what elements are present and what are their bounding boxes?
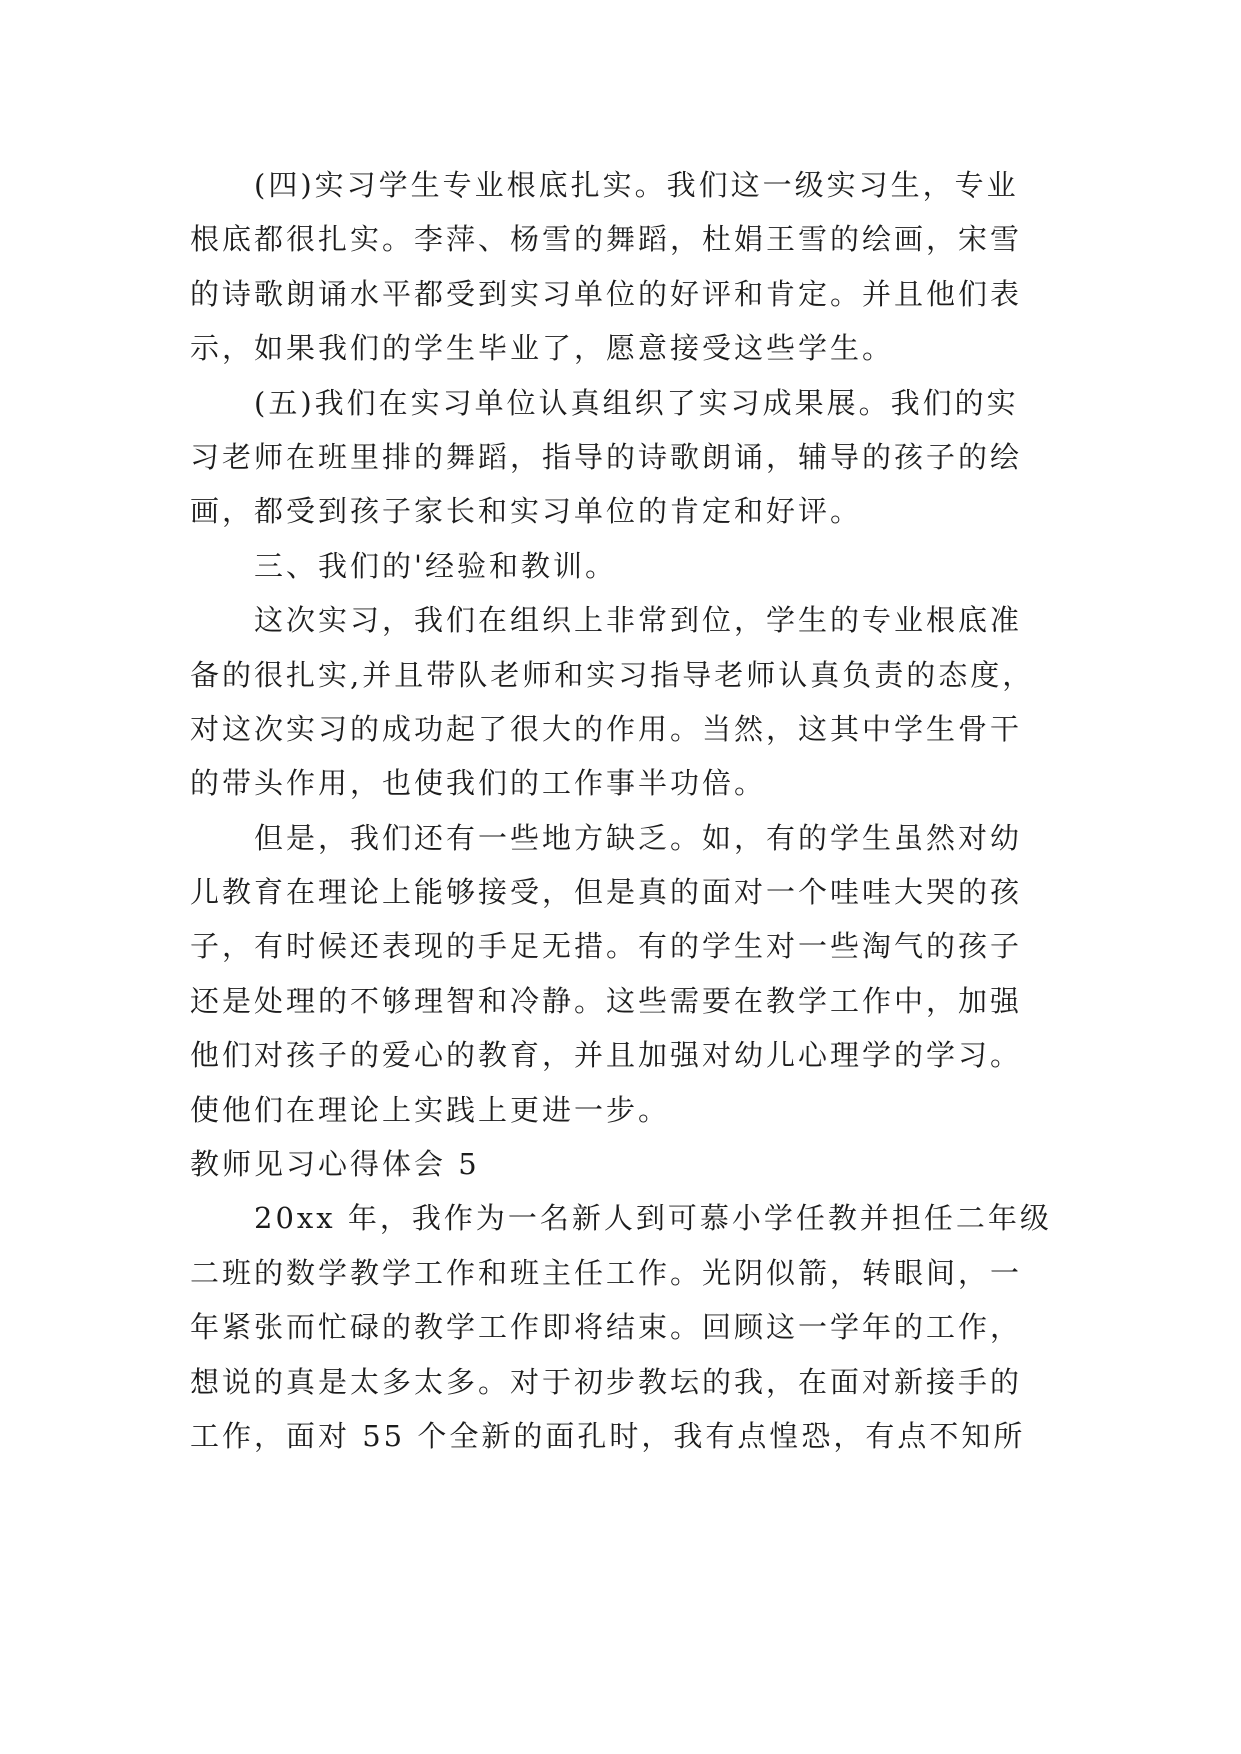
text-line: 20xx 年，我作为一名新人到可慕小学任教并担任二年级 <box>254 1201 1052 1236</box>
text-line: 他们对孩子的爱心的教育，并且加强对幼儿心理学的学习。 <box>190 1038 1023 1073</box>
section-heading: 三、我们的'经验和教训。 <box>254 548 617 583</box>
text-line: 工作，面对 55 个全新的面孔时，我有点惶恐，有点不知所 <box>190 1418 1026 1453</box>
text-line: 根底都很扎实。李萍、杨雪的舞蹈，杜娟王雪的绘画，宋雪 <box>190 222 1023 257</box>
text-line: 对这次实习的成功起了很大的作用。当然，这其中学生骨干 <box>190 711 1023 746</box>
text-line: 习老师在班里排的舞蹈，指导的诗歌朗诵，辅导的孩子的绘 <box>190 439 1023 474</box>
text-line: 的诗歌朗诵水平都受到实习单位的好评和肯定。并且他们表 <box>190 276 1023 311</box>
text-line: 但是，我们还有一些地方缺乏。如，有的学生虽然对幼 <box>254 820 1023 855</box>
text-line: 儿教育在理论上能够接受，但是真的面对一个哇哇大哭的孩 <box>190 875 1023 910</box>
text-line: 子，有时候还表现的手足无措。有的学生对一些淘气的孩子 <box>190 929 1023 964</box>
text-line: 还是处理的不够理智和冷静。这些需要在教学工作中，加强 <box>190 983 1023 1018</box>
text-line: (四)实习学生专业根底扎实。我们这一级实习生，专业 <box>254 168 1019 202</box>
text-line: 这次实习，我们在组织上非常到位，学生的专业根底准 <box>254 603 1023 638</box>
text-line: 使他们在理论上实践上更进一步。 <box>190 1092 671 1127</box>
text-line: 二班的数学教学工作和班主任工作。光阴似箭，转眼间，一 <box>190 1255 1023 1290</box>
text-line: 想说的真是太多太多。对于初步教坛的我，在面对新接手的 <box>190 1364 1023 1399</box>
text-line: 示，如果我们的学生毕业了，愿意接受这些学生。 <box>190 331 895 366</box>
text-line: 画，都受到孩子家长和实习单位的肯定和好评。 <box>190 494 863 529</box>
body-text <box>190 158 1070 1463</box>
text-line: 备的很扎实,并且带队老师和实习指导老师认真负责的态度， <box>190 657 1035 692</box>
article-title: 教师见习心得体会 5 <box>190 1147 480 1182</box>
text-line: 年紧张而忙碌的教学工作即将结束。回顾这一学年的工作， <box>190 1310 1023 1345</box>
text-line: (五)我们在实习单位认真组织了实习成果展。我们的实 <box>254 385 1019 420</box>
text-line: 的带头作用，也使我们的工作事半功倍。 <box>190 766 767 801</box>
